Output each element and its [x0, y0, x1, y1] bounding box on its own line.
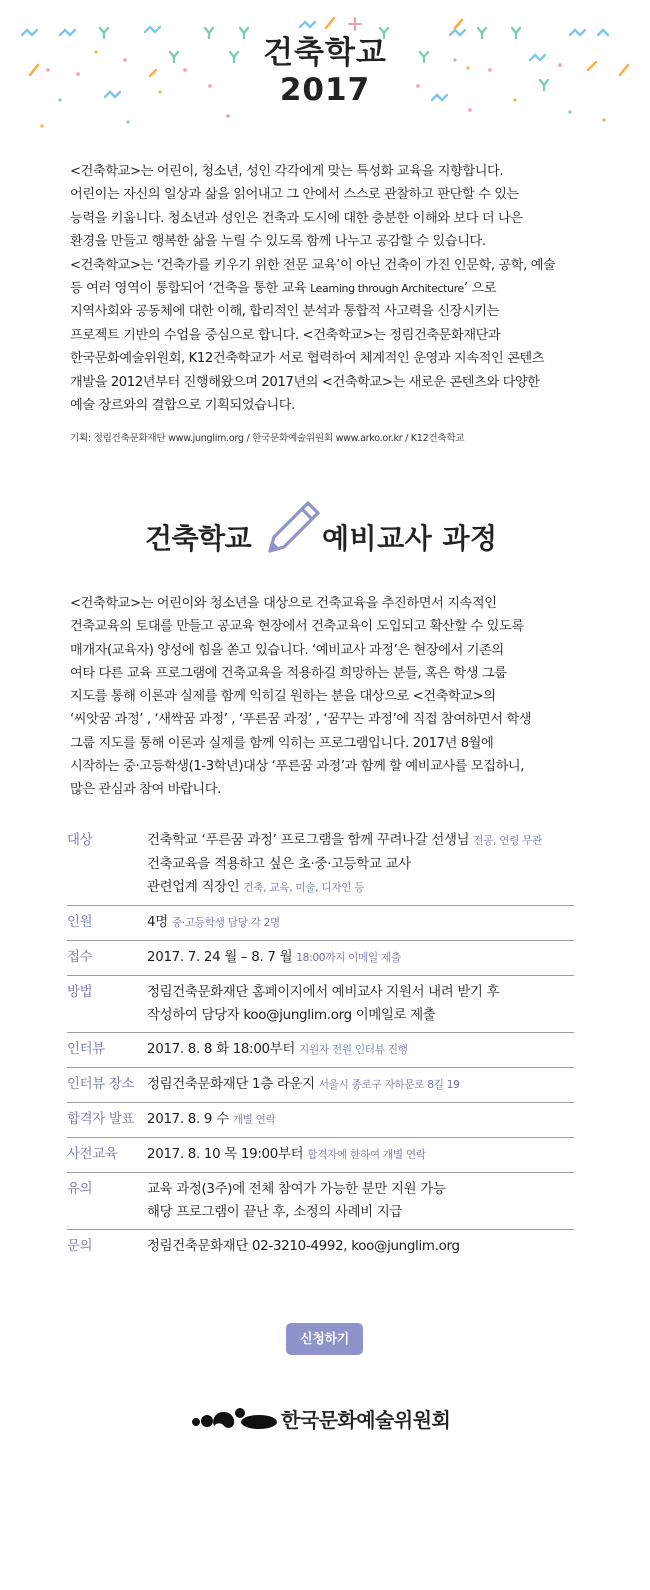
intro-line-part: 등 여러 영역이 통합되어 ‘건축을 통한 교육	[70, 281, 307, 297]
intro-line: 예술 장르와의 결합으로 기획되었습니다.	[70, 398, 295, 414]
desc-line: 건축교육의 토대를 만들고 공교육 현장에서 건축교육이 도입되고 확산할 수 있도록	[70, 619, 524, 635]
info-note: 전공, 연령 무관	[473, 835, 543, 847]
intro-line: 어린이는 자신의 일상과 삶을 읽어내고 그 안에서 스스로 관찰하고 판단할 수 있는	[70, 187, 519, 203]
info-value	[147, 981, 574, 1027]
hero-title	[0, 35, 650, 109]
info-label: 합격자 발표	[67, 1112, 135, 1127]
info-note: 서울시 종로구 자하문로 8길 19	[318, 1079, 460, 1091]
intro-line: 환경을 만들고 행복한 삶을 누릴 수 있도록 함께 나누고 공감할 수 있습니다.	[70, 234, 486, 250]
info-note: 건축, 교육, 미술, 디자인 등	[243, 882, 365, 894]
arko-logo-icon	[190, 1400, 280, 1436]
info-label: 인터뷰 장소	[67, 1077, 135, 1092]
intro-line: <건축학교>는 어린이, 청소년, 성인 각각에게 맞는 특성화 교육을 지향합니다.	[70, 164, 504, 179]
info-label: 방법	[67, 985, 93, 1000]
english-term: Learning through Architecture	[310, 282, 464, 296]
info-text: 2017. 8. 9 수	[147, 1112, 229, 1127]
intro-line: <건축학교>는 ‘건축가를 키우기 위한 전문 교육’이 아닌 건축이 가진 인문학, 공학, 예술	[70, 257, 556, 273]
desc-line: ‘씨앗꿈 과정’ , ‘새싹꿈 과정’ , ‘푸른꿈 과정’ , ‘꿈꾸는 과정’에 직접 참여하면서 학생	[70, 712, 532, 728]
info-text: 2017. 7. 24 월 – 8. 7 월	[147, 950, 293, 965]
course-title-right: 예비교사 과정	[322, 522, 498, 555]
apply-button[interactable]: 신청하기	[286, 1323, 363, 1355]
info-text: 정림건축문화재단 02-3210-4992, koo@junglim.org	[147, 1239, 460, 1254]
info-text: 건축교육을 적용하고 싶은 초·중·고등학교 교사	[147, 857, 411, 872]
info-row-notice	[67, 1173, 574, 1230]
info-value	[147, 911, 574, 935]
info-label: 인터뷰	[67, 1042, 105, 1057]
info-note: 개별 연락	[232, 1114, 276, 1126]
info-row-headcount	[67, 906, 574, 941]
info-text: 해당 프로그램이 끝난 후, 소정의 사례비 지급	[147, 1205, 403, 1220]
info-note: 지원자 전원 인터뷰 진행	[299, 1044, 408, 1056]
course-description	[70, 592, 585, 802]
info-row-pre-training	[67, 1138, 574, 1173]
hero-title-line1: 건축학교	[263, 35, 387, 71]
pencil-icon	[262, 497, 324, 563]
info-label: 유의	[67, 1182, 93, 1197]
info-label: 사전교육	[67, 1147, 118, 1162]
intro-line	[70, 277, 590, 300]
info-row-submission	[67, 941, 574, 976]
info-value	[147, 1143, 574, 1167]
hero-banner	[0, 0, 650, 150]
intro-line: 개발을 2012년부터 진행해왔으며 2017년의 <건축학교>는 새로운 콘텐츠와 다양한	[70, 374, 540, 390]
info-value	[147, 946, 574, 970]
info-value	[147, 1073, 574, 1097]
info-text: 건축학교 ‘푸른꿈 과정’ 프로그램을 함께 꾸려나갈 선생님	[147, 833, 470, 848]
info-label: 접수	[67, 950, 93, 965]
info-text: 작성하여 담당자 koo@junglim.org 이메일로 제출	[147, 1008, 436, 1023]
intro-line: 한국문화예술위원회, K12건축학교가 서로 협력하여 체계적인 운영과 지속적인 콘텐츠	[70, 351, 545, 367]
info-value	[147, 1235, 574, 1258]
info-label: 대상	[67, 833, 93, 848]
arko-name: 한국문화예술위원회	[281, 1408, 451, 1432]
info-text: 4명	[147, 915, 168, 930]
info-text: 정림건축문화재단 홈페이지에서 예비교사 지원서 내려 받기 후	[147, 985, 500, 1000]
info-note: 중·고등학생 담당 각 2명	[171, 917, 280, 929]
desc-line: 지도를 통해 이론과 실제를 함께 익히길 원하는 분을 대상으로 <건축학교>의	[70, 689, 496, 705]
info-value	[147, 1108, 574, 1132]
info-row-target	[67, 824, 574, 906]
info-label: 인원	[67, 915, 93, 930]
info-note: 합격자에 한하여 개별 연락	[307, 1149, 426, 1161]
intro-line: 프로젝트 기반의 수업을 중심으로 합니다. <건축학교>는 정림건축문화재단과	[70, 327, 501, 343]
info-text: 정림건축문화재단 1층 라운지	[147, 1077, 315, 1092]
intro-line-part: ’ 으로	[463, 281, 497, 297]
intro-line: 능력을 키웁니다. 청소년과 성인은 건축과 도시에 대한 충분한 이해와 보다 더 나은	[70, 210, 523, 226]
desc-line: 여타 다른 교육 프로그램에 건축교육을 적용하길 희망하는 분들, 혹은 학생 그룹	[70, 665, 507, 681]
desc-line: <건축학교>는 어린이와 청소년을 대상으로 건축교육을 추진하면서 지속적인	[70, 596, 497, 611]
course-title-left: 건축학교	[145, 522, 252, 555]
info-label: 문의	[67, 1239, 93, 1254]
desc-line: 그룹 지도를 통해 이론과 실제를 함께 익히는 프로그램입니다. 2017년 8월에	[70, 735, 494, 751]
info-value	[147, 1178, 574, 1224]
intro-text	[70, 160, 590, 417]
info-row-method	[67, 976, 574, 1033]
desc-line: 시작하는 중·고등학생(1-3학년)대상 ‘푸른꿈 과정’과 함께 할 예비교사를 모집하니,	[70, 759, 525, 775]
info-row-announcement	[67, 1103, 574, 1138]
info-row-contact	[67, 1230, 574, 1263]
info-row-interview-place	[67, 1068, 574, 1103]
hero-title-line2: 2017	[279, 72, 371, 108]
credit-line: 기획: 정림건축문화재단 www.junglim.org / 한국문화예술위원회 www.arko.or.kr / K12건축학교	[70, 433, 465, 444]
desc-line: 매개자(교육자) 양성에 힘을 쏟고 있습니다. ‘예비교사 과정’은 현장에서 기존의	[70, 642, 504, 658]
course-title	[0, 497, 650, 567]
info-value	[147, 1038, 574, 1062]
info-text: 교육 과정(3주)에 전체 참여가 가능한 분만 지원 가능	[147, 1182, 446, 1197]
info-row-interview	[67, 1033, 574, 1068]
info-table	[67, 824, 574, 1263]
info-value	[147, 829, 574, 900]
info-text: 2017. 8. 10 목 19:00부터	[147, 1147, 304, 1162]
intro-line: 지역사회와 공동체에 대한 이해, 합리적인 분석과 통합적 사고력을 신장시키는	[70, 304, 499, 320]
info-text: 2017. 8. 8 화 18:00부터	[147, 1042, 296, 1057]
info-note: 18:00까지 이메일 제출	[296, 952, 401, 964]
info-text: 관련업계 직장인	[147, 880, 240, 895]
desc-line: 많은 관심과 참여 바랍니다.	[70, 782, 221, 798]
